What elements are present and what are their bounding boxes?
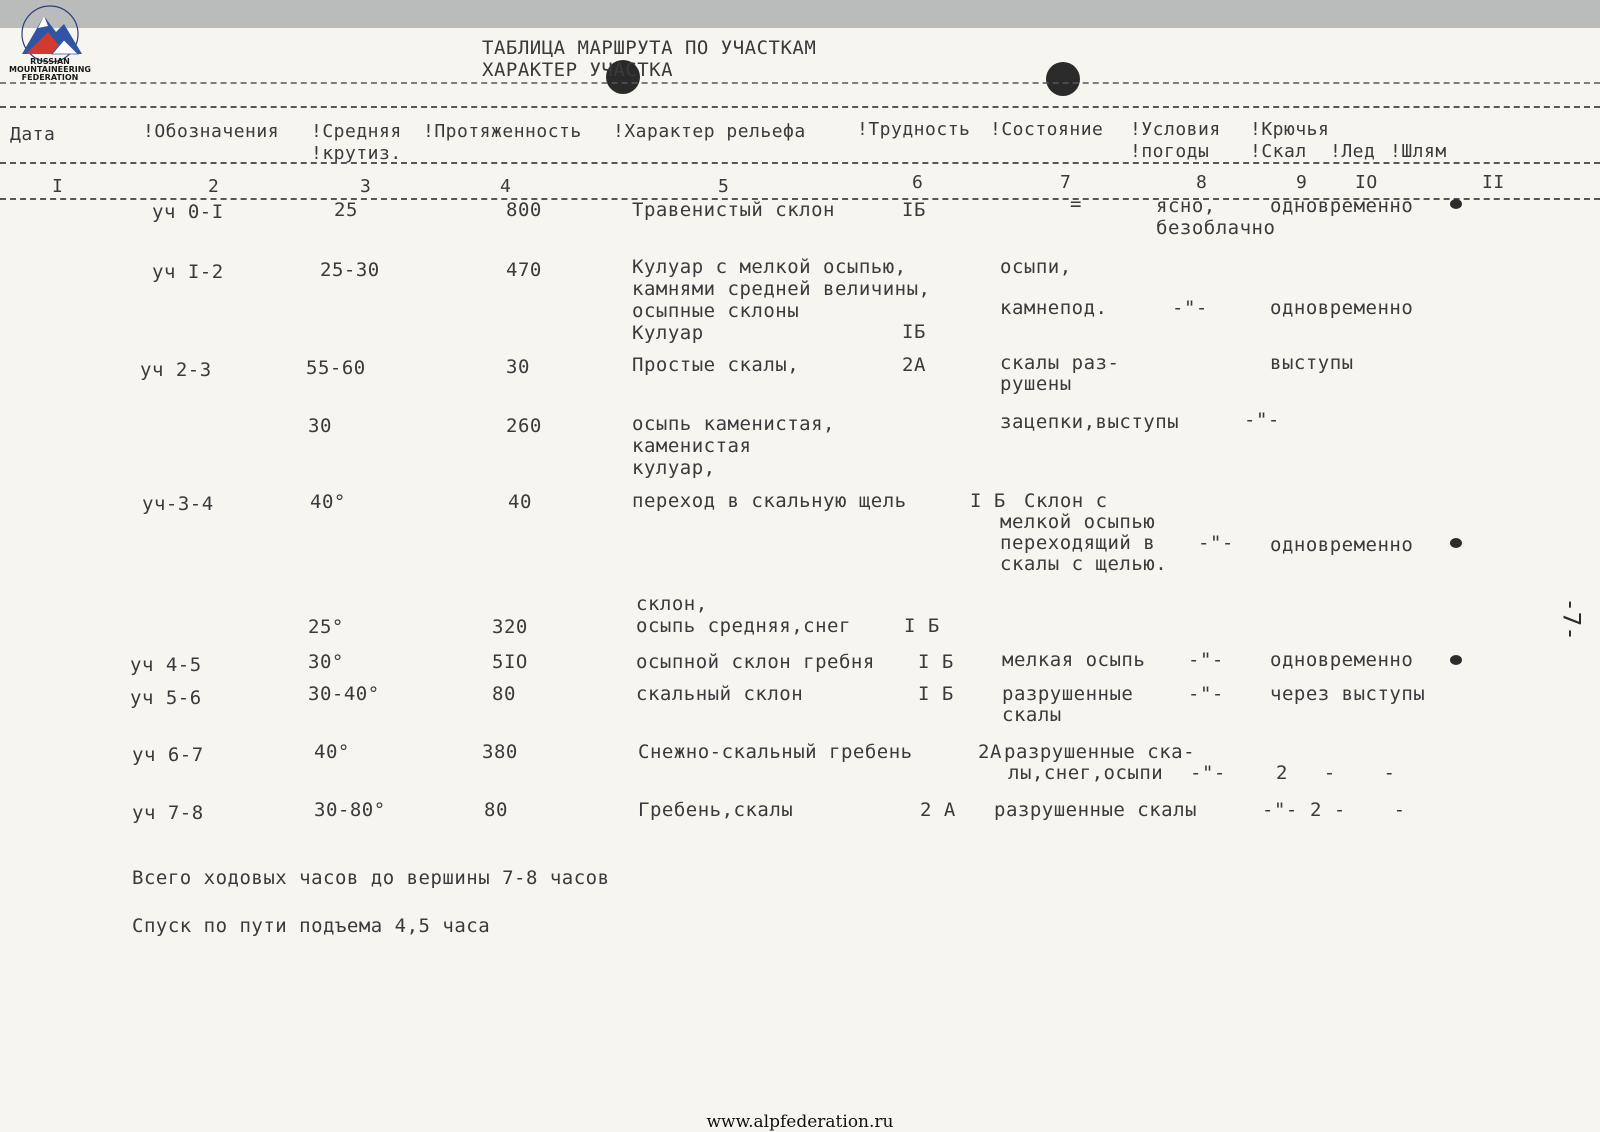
row-length: 380: [482, 741, 518, 763]
row-difficulty: I Б: [918, 651, 954, 673]
row-difficulty: I Б: [918, 683, 954, 705]
row-difficulty: I Б: [904, 615, 940, 637]
row-weather: -"-: [1190, 762, 1226, 784]
logo-line-1: RUSSIAN: [30, 57, 70, 66]
row-hooks: одновременно: [1270, 195, 1414, 217]
row-state: скалы с щелью.: [1000, 553, 1168, 575]
row-length: 80: [492, 683, 516, 705]
row-segment: уч 2-3: [140, 359, 212, 381]
row-segment: уч 7-8: [132, 802, 204, 824]
row-state: =: [1070, 193, 1082, 215]
row-weather: -"-: [1262, 799, 1298, 821]
scan-top-edge: [0, 0, 1600, 28]
header-hooks-bolt: !Шлям: [1390, 141, 1447, 162]
row-hooks: через выступы: [1270, 683, 1426, 705]
row-state: рушены: [1000, 373, 1072, 395]
row-length: 320: [492, 616, 528, 638]
ink-smudge: [1450, 199, 1462, 209]
row-slope: 30-40°: [308, 683, 380, 705]
row-weather: безоблачно: [1156, 217, 1276, 239]
document-title-line-1: ТАБЛИЦА МАРШРУТА ПО УЧАСТКАМ: [482, 37, 817, 59]
colnum-11: II: [1482, 172, 1505, 193]
row-state: зацепки,выступы: [1000, 411, 1180, 433]
row-weather: -"-: [1244, 409, 1280, 431]
row-state: Склон с: [1024, 490, 1108, 512]
row-hooks: одновременно: [1270, 534, 1414, 556]
row-state: скалы раз-: [1000, 352, 1120, 374]
header-hooks: !Крючья: [1250, 119, 1330, 140]
row-relief: Снежно-скальный гребень: [638, 741, 913, 763]
row-length: 470: [506, 259, 542, 281]
header-date: Дата: [10, 124, 56, 145]
row-weather: -"-: [1172, 297, 1208, 319]
summary-total-hours: Всего ходовых часов до вершины 7-8 часов: [132, 867, 610, 889]
row-relief: склон,: [636, 593, 708, 615]
row-length: 30: [506, 356, 530, 378]
header-slope-b: !крутиз.: [311, 143, 402, 164]
row-segment: уч-3-4: [142, 493, 214, 515]
row-slope: 55-60: [306, 357, 366, 379]
header-difficulty: !Трудность: [857, 119, 971, 140]
logo-line-2: MOUNTAINEERING: [9, 65, 91, 74]
row-relief: кулуар,: [632, 457, 716, 479]
row-slope: 25: [334, 199, 358, 221]
row-slope: 30-80°: [314, 799, 386, 821]
header-designation: !Обозначения: [143, 121, 280, 142]
header-slope-a: !Средняя: [311, 121, 402, 142]
summary-descent: Спуск по пути подъема 4,5 часа: [132, 915, 491, 937]
rule-top-2: [0, 106, 1600, 108]
row-length: 40: [508, 491, 532, 513]
colnum-9: 9: [1296, 172, 1308, 193]
row-state: лы,снег,осыпи: [1008, 762, 1164, 784]
header-relief: !Характер рельефа: [613, 121, 806, 142]
row-relief: камнями средней величины,: [632, 278, 931, 300]
colnum-1: I: [52, 176, 64, 197]
logo-caption: [4, 58, 96, 82]
row-relief: Кулуар: [632, 322, 704, 344]
row-hooks: 2 - -: [1310, 799, 1406, 821]
header-length: !Протяженность: [423, 121, 582, 142]
row-difficulty: 2А: [978, 741, 1002, 763]
row-slope: 30°: [308, 651, 344, 673]
rule-top-1: [0, 82, 1600, 84]
colnum-8: 8: [1196, 172, 1208, 193]
row-relief: скальный склон: [636, 683, 804, 705]
row-length: 5IO: [492, 651, 528, 673]
row-length: 260: [506, 415, 542, 437]
document-page: [0, 28, 1600, 1132]
row-length: 80: [484, 799, 508, 821]
header-condition: !Состояние: [990, 119, 1104, 140]
row-state: мелкая осыпь: [1002, 649, 1146, 671]
colnum-2: 2: [208, 176, 220, 197]
row-segment: уч 0-I: [152, 201, 224, 223]
row-relief: Кулуар с мелкой осыпью,: [632, 256, 907, 278]
colnum-3: 3: [360, 176, 372, 197]
footer-url[interactable]: www.alpfederation.ru: [706, 1112, 894, 1132]
row-state: осыпи,: [1000, 256, 1072, 278]
row-segment: уч I-2: [152, 261, 224, 283]
header-weather-a: !Условия: [1130, 119, 1221, 140]
row-relief: осыпные склоны: [632, 300, 800, 322]
row-difficulty: IБ: [902, 199, 926, 221]
row-hooks: 2 - -: [1276, 762, 1396, 784]
row-segment: уч 4-5: [130, 654, 202, 676]
row-relief: Гребень,скалы: [638, 799, 794, 821]
row-state: скалы: [1002, 704, 1062, 726]
row-hooks: одновременно: [1270, 649, 1414, 671]
row-hooks: одновременно: [1270, 297, 1414, 319]
row-state: разрушенные ска-: [1004, 741, 1196, 763]
row-weather: ясно,: [1156, 195, 1216, 217]
colnum-10: IO: [1355, 172, 1378, 193]
colnum-4: 4: [500, 176, 512, 197]
row-slope: 25-30: [320, 259, 380, 281]
row-slope: 40°: [310, 491, 346, 513]
row-segment: уч 6-7: [132, 744, 204, 766]
row-segment: уч 5-6: [130, 687, 202, 709]
row-relief: осыпь средняя,снег: [636, 615, 851, 637]
row-state: камнепод.: [1000, 297, 1108, 319]
row-slope: 40°: [314, 741, 350, 763]
punch-hole-right: [1046, 62, 1080, 96]
row-state: мелкой осыпью: [1000, 511, 1156, 533]
header-hooks-ice: !Лед: [1330, 141, 1376, 162]
logo-line-3: FEDERATION: [21, 73, 79, 82]
row-weather: -"-: [1198, 532, 1234, 554]
row-slope: 30: [308, 415, 332, 437]
row-difficulty: I Б: [970, 490, 1006, 512]
row-relief: Простые скалы,: [632, 354, 800, 376]
rule-header-mid: [0, 162, 1600, 164]
row-length: 800: [506, 199, 542, 221]
row-state: разрушенные скалы: [994, 799, 1197, 821]
row-relief: осыпной склон гребня: [636, 651, 875, 673]
header-weather-b: !погоды: [1130, 141, 1210, 162]
ink-smudge: [1450, 655, 1462, 665]
colnum-6: 6: [912, 172, 924, 193]
page-number: -7-: [1557, 597, 1586, 641]
row-slope: 25°: [308, 616, 344, 638]
row-state: переходящий в: [1000, 532, 1156, 554]
document-title-line-2: ХАРАКТЕР УЧАСТКА: [482, 59, 674, 81]
ink-smudge: [1450, 538, 1462, 548]
row-relief: переход в скальную щель: [632, 490, 907, 512]
row-weather: -"-: [1188, 649, 1224, 671]
row-hooks: выступы: [1270, 352, 1354, 374]
row-difficulty: 2 А: [920, 799, 956, 821]
row-relief: осыпь каменистая,: [632, 413, 835, 435]
row-weather: -"-: [1188, 683, 1224, 705]
row-relief: Травенистый склон: [632, 199, 835, 221]
row-relief: каменистая: [632, 435, 752, 457]
colnum-5: 5: [718, 176, 730, 197]
row-difficulty: 2А: [902, 354, 926, 376]
header-hooks-rock: !Скал: [1250, 141, 1307, 162]
row-difficulty: IБ: [902, 321, 926, 343]
colnum-7: 7: [1060, 172, 1072, 193]
row-state: разрушенные: [1002, 683, 1134, 705]
mountain-logo-icon: [4, 2, 96, 62]
